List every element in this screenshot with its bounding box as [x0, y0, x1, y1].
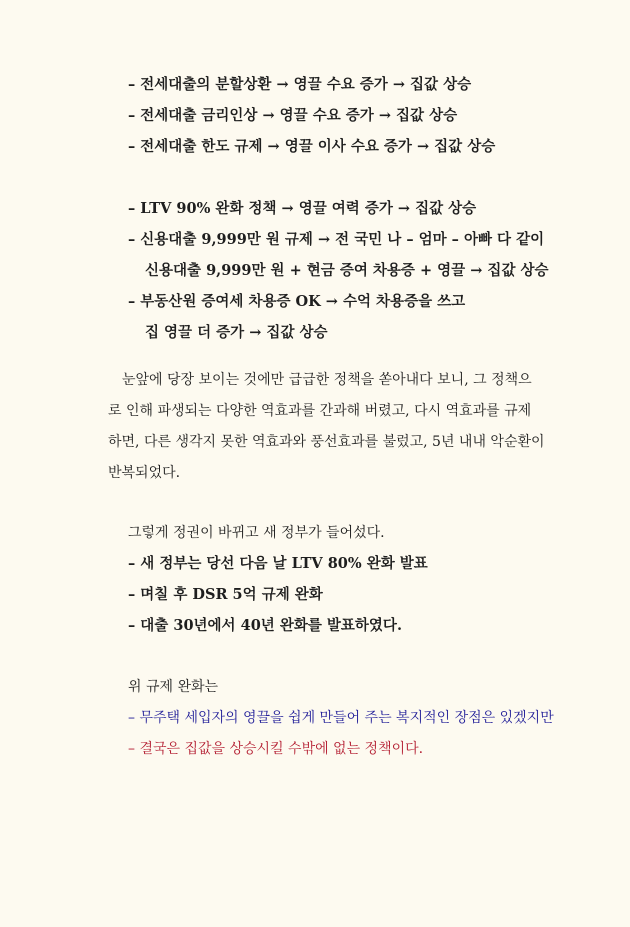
loan-term-line: – 대출 30년에서 40년 완화를 발표하였다.: [128, 617, 402, 634]
dsr-line: – 며칠 후 DSR 5억 규제 완화: [128, 586, 323, 603]
gift-tax-line: – 부동산원 증여세 차용증 OK → 수억 차용증을 쓰고: [128, 293, 466, 310]
credit-loan-continuation: 신용대출 9,999만 원 + 현금 증여 차용증 + 영끌 → 집값 상승: [145, 262, 549, 279]
deregulation-intro: 위 규제 완화는: [128, 679, 219, 695]
price-rise-line: – 결국은 집값을 상승시킬 수밖에 없는 정책이다.: [128, 741, 424, 757]
ltv80-line: – 새 정부는 당선 다음 날 LTV 80% 완화 발표: [128, 555, 428, 572]
gift-tax-continuation: 집 영끌 더 증가 → 집값 상승: [145, 324, 328, 341]
jeonse-limit-line: – 전세대출 한도 규제 → 영끌 이사 수요 증가 → 집값 상승: [128, 138, 496, 155]
regime-change-intro: 그렇게 정권이 바뀌고 새 정부가 들어섰다.: [128, 525, 385, 541]
paragraph-line-3: 하면, 다른 생각지 못한 역효과와 풍선효과를 불렀고, 5년 내내 악순환이: [108, 434, 545, 450]
paragraph-line-2: 로 인해 파생되는 다양한 역효과를 간과해 버렸고, 다시 역효과를 규제: [108, 403, 532, 419]
jeonse-installment-line: – 전세대출의 분할상환 → 영끌 수요 증가 → 집값 상승: [128, 76, 472, 93]
jeonse-rate-line: – 전세대출 금리인상 → 영끌 수요 증가 → 집값 상승: [128, 107, 458, 124]
ltv-line: – LTV 90% 완화 정책 → 영끌 여력 증가 → 집값 상승: [128, 200, 477, 217]
paragraph-line-4: 반복되었다.: [108, 465, 181, 481]
welfare-benefit-line: – 무주택 세입자의 영끌을 쉽게 만들어 주는 복지적인 장점은 있겠지만: [128, 710, 554, 726]
paragraph-line-1: 눈앞에 당장 보이는 것에만 급급한 정책을 쏟아내다 보니, 그 정책으: [122, 372, 532, 388]
credit-loan-line: – 신용대출 9,999만 원 규제 → 전 국민 나 – 엄마 – 아빠 다 같이: [128, 231, 545, 248]
